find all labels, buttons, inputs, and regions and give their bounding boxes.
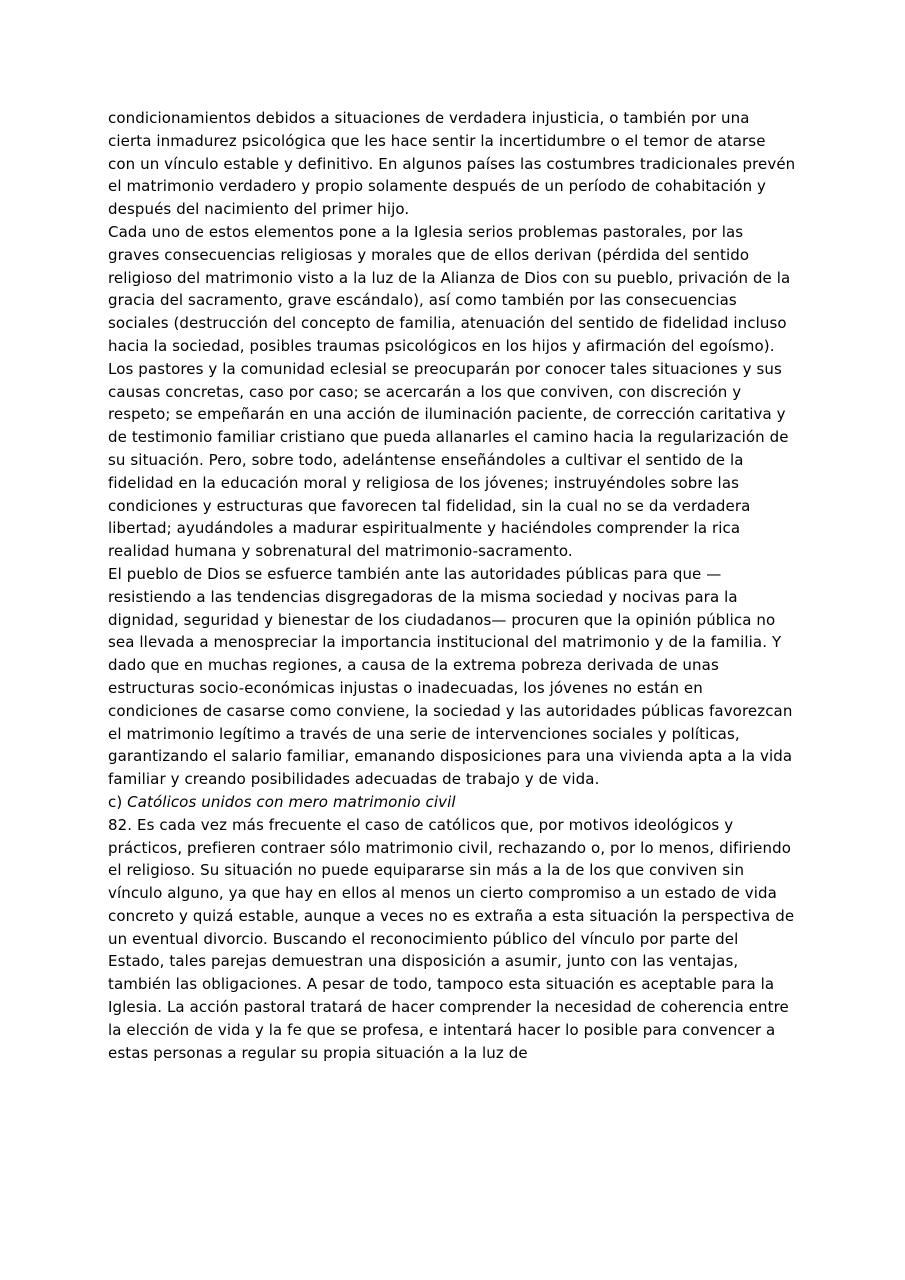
- body-paragraph: 82. Es cada vez más frecuente el caso de católicos que, por motivos ideológicos y prácticos, prefieren contraer sólo matrimonio civil, rechazando o, por lo menos, difiriendo el religioso. Su situación no puede equipararse sin más a la de los que conviven sin vínculo alguno, ya que hay en ellos al menos un cierto compromiso a un estado de vida concreto y quizá estable, aunque a veces no es extraña a esta situación la perspectiva de un eventual divorcio. Buscando el reconocimiento público del vínculo por parte del Estado, tales parejas demuestran una disposición a asumir, junto con las ventajas, también las obligaciones. A pesar de todo, tampoco esta situación es aceptable para la Iglesia. La acción pastoral tratará de hacer comprender la necesidad de coherencia entre la elección de vida y la fe que se profesa, e intentará hacer lo posible para convencer a estas personas a regular su propia situación a la luz de: [108, 815, 795, 1062]
- body-paragraph: Cada uno de estos elementos pone a la Iglesia serios problemas pastorales, por las graves consecuencias religiosas y morales que de ellos derivan (pérdida del sentido religioso del matrimonio visto a la luz de la Alianza de Dios con su pueblo, privación de la gracia del sacramento, grave escándalo), así como también por las consecuencias sociales (destrucción del concepto de familia, atenuación del sentido de fidelidad incluso hacia la sociedad, posibles traumas psicológicos en los hijos y afirmación del egoísmo).: [108, 222, 791, 355]
- section-heading: [108, 791, 797, 814]
- section-letter: c): [108, 792, 128, 811]
- body-paragraph: El pueblo de Dios se esfuerce también ante las autoridades públicas para que —resistiendo a las tendencias disgregadoras de la misma sociedad y nocivas para la dignidad, seguridad y bienestar de los ciudadanos— procuren que la opinión pública no sea llevada a menospreciar la importancia institucional del matrimonio y de la familia. Y dado que en muchas regiones, a causa de la extrema pobreza derivada de unas estructuras socio-económicas injustas o inadecuadas, los jóvenes no están en condiciones de casarse como conviene, la sociedad y las autoridades públicas favorezcan el matrimonio legítimo a través de una serie de intervenciones sociales y políticas, garantizando el salario familiar, emanando disposiciones para una vivienda apta a la vida familiar y creando posibilidades adecuadas de trabajo y de vida.: [108, 564, 793, 789]
- body-paragraph: Los pastores y la comunidad eclesial se preocuparán por conocer tales situaciones y sus causas concretas, caso por caso; se acercarán a los que conviven, con discreción y respeto; se empeñarán en una acción de iluminación paciente, de corrección caritativa y de testimonio familiar cristiano que pueda allanarles el camino hacia la regularización de su situación. Pero, sobre todo, adelántense enseñándoles a cultivar el sentido de la fidelidad en la educación moral y religiosa de los jóvenes; instruyéndoles sobre las condiciones y estructuras que favorecen tal fidelidad, sin la cual no se da verdadera libertad; ayudándoles a madurar espiritualmente y haciéndoles comprender la rica realidad humana y sobrenatural del matrimonio-sacramento.: [108, 359, 789, 561]
- body-paragraph: condicionamientos debidos a situaciones de verdadera injusticia, o también por una cierta inmadurez psicológica que les hace sentir la incertidumbre o el temor de atarse con un vínculo estable y definitivo. En algunos países las costumbres tradicionales prevén el matrimonio verdadero y propio solamente después de un período de cohabitación y después del nacimiento del primer hijo.: [108, 109, 796, 219]
- section-title: Católicos unidos con mero matrimonio civil: [127, 792, 456, 811]
